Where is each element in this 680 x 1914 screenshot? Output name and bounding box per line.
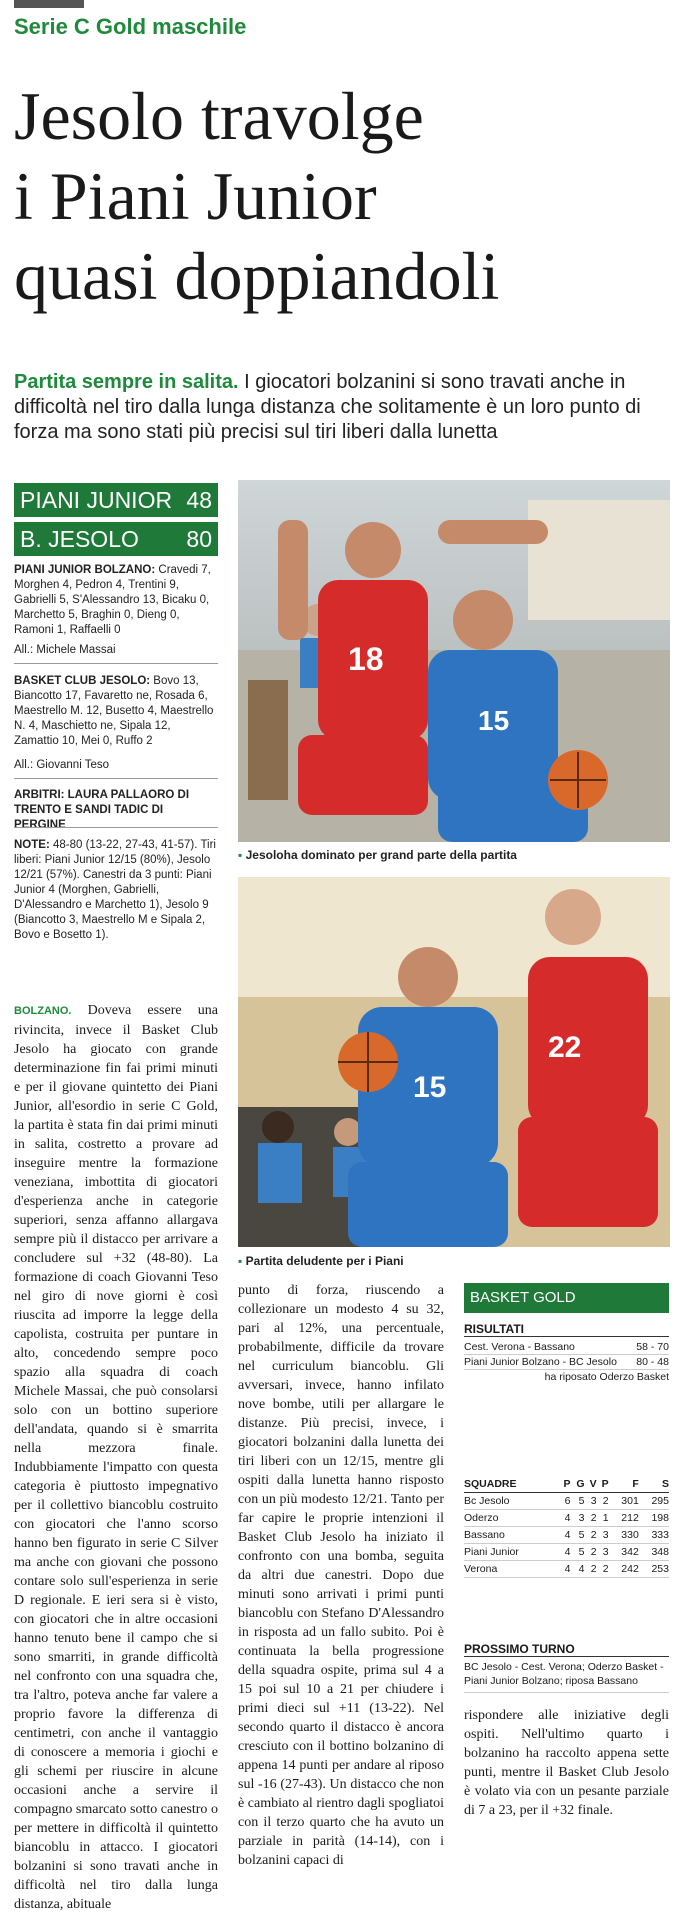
photo-caption-1 xyxy=(238,848,670,862)
stat-cell: 253 xyxy=(639,1561,669,1578)
stat-cell: 301 xyxy=(609,1493,639,1510)
referees: ARBITRI: LAURA PALLAORO DI TRENTO E SANDI TADIC DI PERGINE xyxy=(14,789,190,831)
notes-text: 48-80 (13-22, 27-43, 41-57). Tiri liberi: Piani Junior 12/15 (80%), Jesolo 12/21 (57%). Canestri da 3 punti: Piani Junior 4 (Morghen, Gabrielli, D'Alessandro e Marchetto 1), Jesolo 9 (Biancotto 3, Maestrello M e Sipala 2, Bovo e Bosetto 1). xyxy=(14,839,216,941)
team-name: Verona xyxy=(464,1561,558,1578)
stat-cell: 348 xyxy=(639,1544,669,1561)
stat-cell: 3 xyxy=(570,1510,584,1527)
stat-cell: 2 xyxy=(597,1561,609,1578)
away-label: BASKET CLUB JESOLO: xyxy=(14,675,151,687)
results-title: RISULTATI xyxy=(464,1322,669,1337)
headline xyxy=(14,76,674,316)
rest-note: ha riposato Oderzo Basket xyxy=(544,1371,669,1383)
result-match: Cest. Verona - Bassano xyxy=(464,1340,633,1355)
article-column-1 xyxy=(14,1001,218,1912)
photo-disappointing-game xyxy=(238,877,670,1247)
score-points-away: 80 xyxy=(186,525,212,552)
divider xyxy=(14,663,218,664)
table-row xyxy=(464,1561,669,1578)
results-table xyxy=(464,1340,669,1384)
headline-line-3: quasi doppiandoli xyxy=(14,238,500,314)
col-header: P xyxy=(558,1476,570,1493)
team-name: Oderzo xyxy=(464,1510,558,1527)
result-match: Piani Junior Bolzano - BC Jesolo xyxy=(464,1355,633,1370)
table-row xyxy=(464,1370,669,1385)
next-round-text: BC Jesolo - Cest. Verona; Oderzo Basket - Piani Junior Bolzano; riposa Bassano xyxy=(464,1660,669,1693)
stat-cell: 4 xyxy=(558,1544,570,1561)
table-row xyxy=(464,1544,669,1561)
caption-1-text: Jesoloha dominato per grand parte della partita xyxy=(245,848,517,862)
stat-cell: 4 xyxy=(558,1561,570,1578)
sidebar-title: BASKET GOLD xyxy=(464,1283,669,1313)
col-header: F xyxy=(609,1476,639,1493)
standings-table xyxy=(464,1476,669,1578)
col-header: G xyxy=(570,1476,584,1493)
col-header: S xyxy=(639,1476,669,1493)
svg-text:15: 15 xyxy=(478,705,510,736)
stat-cell: 3 xyxy=(585,1493,597,1510)
caption-bullet-icon: ▪ xyxy=(238,848,246,862)
team-name: Bc Jesolo xyxy=(464,1493,558,1510)
result-score: 58 - 70 xyxy=(633,1340,669,1355)
notes-label: NOTE: xyxy=(14,839,50,851)
stat-cell: 5 xyxy=(570,1493,584,1510)
stat-cell: 198 xyxy=(639,1510,669,1527)
stat-cell: 2 xyxy=(585,1510,597,1527)
svg-text:22: 22 xyxy=(548,1031,582,1064)
table-row xyxy=(464,1340,669,1355)
subhead-text: I giocatori bolzanini si sono travati anche in difficoltà nel tiro dalla lunga distanza che solitamente è un loro punto di forza ma sono stati più precisi sul tiri liberi dalla lunetta xyxy=(14,371,641,443)
article-column-2: punto di forza, riuscendo a collezionare un modesto 4 su 32, pari al 12%, una percentuale, probabilmente, difficile da trovare nel curriculum biancoblu. Gli avversari, invece, hanno infilato nove bombe, utili per allargare le distanze. Più precisi, invece, i giocatori bolzanini dalla lunetta dei tiri liberi con un 12/15, mentre gli ospiti dalla lunetta hanno risposto con un più modesto 12/21. Tanto per far capire le proprie intenzioni il Basket Club Jesolo ha iniziato il confronto con una bomba, seguita da altri due canestri. Dopo due minuti sono arrivati i primi punti biancoblu con Stefano D'Alessandro in risposta ad un fallo subito. Poi è continuata la bella progressione della squadra ospite, prima sul 4 a 15 poi sul 10 a 21 per chiudere i primi dieci sul +11 (13-22). Nel secondo quarto il distacco è ancora cresciuto con il bottino bolzanino di appena 14 punti per andare al riposo sul -16 (27-43). Un distacco che non è cambiato al rientro dagli spogliatoi con il terzo quarto che ha avuto un parziale in parità (14-14), con i bolzanini capaci di xyxy=(238,1283,444,1868)
stat-cell: 295 xyxy=(639,1493,669,1510)
article-column-3: rispondere alle iniziative degli ospiti. Nell'ultimo quarto i bolzanino ha raccolto appena sette punti, mentre il Basket Club Jesolo è volato via con un pesante parziale di 7 a 23, per il +32 finale. xyxy=(464,1708,669,1818)
score-team-away: B. JESOLO xyxy=(20,525,139,552)
result-score: 80 - 48 xyxy=(633,1355,669,1370)
table-row xyxy=(464,1527,669,1544)
team-name: Bassano xyxy=(464,1527,558,1544)
section-label: Serie C Gold maschile xyxy=(14,14,247,39)
photo-2-illustration xyxy=(238,877,670,1247)
stat-cell: 3 xyxy=(597,1527,609,1544)
stat-cell: 2 xyxy=(585,1561,597,1578)
subheadline xyxy=(14,370,669,445)
stat-cell: 4 xyxy=(570,1561,584,1578)
photo-caption-2 xyxy=(238,1254,670,1268)
table-row xyxy=(464,1355,669,1370)
home-label: PIANI JUNIOR BOLZANO: xyxy=(14,564,156,576)
stat-cell: 1 xyxy=(597,1510,609,1527)
home-players: Cravedi 7, Morghen 4, Pedron 4, Trentini 9, Gabrielli 5, S'Alessandro 13, Bicaku 0, Marchetto 5, Braghin 0, Dieng 0, Ramoni 1, Raffaelli 0 xyxy=(14,564,211,636)
game-notes xyxy=(14,838,218,943)
table-row xyxy=(464,1510,669,1527)
stat-cell: 342 xyxy=(609,1544,639,1561)
away-players: Bovo 13, Biancotto 17, Favaretto ne, Rosada 6, Maestrello M. 12, Busetto 4, Maestrello N. 4, Maschietto ne, Sipala 12, Zamattio 10, Mei 0, Ruffo 2 xyxy=(14,675,214,747)
stat-cell: 2 xyxy=(597,1493,609,1510)
stat-cell: 5 xyxy=(570,1527,584,1544)
table-row xyxy=(464,1493,669,1510)
home-lineup xyxy=(14,563,218,638)
caption-bullet-icon: ▪ xyxy=(238,1254,246,1268)
photo-jesolo-dominated xyxy=(238,480,670,842)
caption-2-text: Partita deludente per i Piani xyxy=(245,1254,404,1268)
stat-cell: 212 xyxy=(609,1510,639,1527)
headline-line-1: Jesolo travolge xyxy=(14,78,424,154)
stat-cell: 2 xyxy=(585,1544,597,1561)
away-coach: All.: Giovanni Teso xyxy=(14,759,110,771)
svg-text:18: 18 xyxy=(348,641,384,677)
next-round-title: PROSSIMO TURNO xyxy=(464,1642,669,1657)
stat-cell: 6 xyxy=(558,1493,570,1510)
away-lineup xyxy=(14,674,218,749)
dateline: BOLZANO. xyxy=(14,1005,72,1017)
headline-line-2: i Piani Junior xyxy=(14,158,377,234)
divider xyxy=(14,827,218,828)
stat-cell: 242 xyxy=(609,1561,639,1578)
standings-header-row xyxy=(464,1476,669,1493)
stat-cell: 5 xyxy=(570,1544,584,1561)
top-rule xyxy=(14,0,84,8)
score-row-home xyxy=(14,483,218,517)
score-team-home: PIANI JUNIOR xyxy=(20,486,173,513)
subhead-lead: Partita sempre in salita. xyxy=(14,371,239,393)
stat-cell: 3 xyxy=(597,1544,609,1561)
svg-text:15: 15 xyxy=(413,1071,447,1104)
col-header: V xyxy=(585,1476,597,1493)
score-points-home: 48 xyxy=(186,486,212,513)
photo-1-illustration xyxy=(238,480,670,842)
stat-cell: 2 xyxy=(585,1527,597,1544)
stat-cell: 333 xyxy=(639,1527,669,1544)
score-row-away xyxy=(14,522,218,556)
stat-cell: 4 xyxy=(558,1510,570,1527)
divider xyxy=(14,778,218,779)
col-header: P xyxy=(597,1476,609,1493)
stat-cell: 330 xyxy=(609,1527,639,1544)
standings-title: SQUADRE xyxy=(464,1476,558,1493)
article-col1-text: Doveva essere una rivincita, invece il Basket Club Jesolo ha giocato con grande determinazione fin fai primi minuti e per il giovane quintetto dei Piani Junior, all'esordio in serie C Gold, la partita è stata fin dai primi minuti in salita, costretto a provare ad inseguire mentre la formazione veneziana, imbottita di giocatori d'esperienza anche in categorie superiori, senza affanno allargava sempre più il distacco per arrivare a concludere sul +32 (48-80). La formazione di coach Giovanni Teso nel giro di nove giorni è così riuscita ad imporre la legge della capolista, costruita per puntare in alto, concedendo sempre poco spazio alla squadra di coach Michele Massai, che può consolarsi solo con un bottino superiore dell'andata, quando si è smarrita nella mezzora finale. Indubbiamente l'impatto con questa categoria è piuttosto impegnativo per il collettivo biancoblu costruito con giocatori che l'anno scorso hanno ben figurato in serie C Silver ma anche con giovani che possono contare solo sull'esperienza in serie D regionale. E ieri sera si è visto, con giocatori che in altre occasioni hanno tenuto bene il campo che si sono smarriti, in grande difficoltà nel confronto con una squadra che, tra l'altro, poteva anche far valere a proprio favore la differenza di centimetri, con anche il vantaggio di conoscere a memoria i giochi e gli schemi per riuscire in alcune occasioni anche a servire il compagno smarcato sotto canestro o per mettere in difficoltà il quintetto biancoblu in attacco. I giocatori bolzanini si sono travati anche in difficoltà nel tiro dalla lunga distanza, abituale xyxy=(14,1003,218,1912)
stat-cell: 4 xyxy=(558,1527,570,1544)
team-name: Piani Junior xyxy=(464,1544,558,1561)
home-coach: All.: Michele Massai xyxy=(14,644,116,656)
